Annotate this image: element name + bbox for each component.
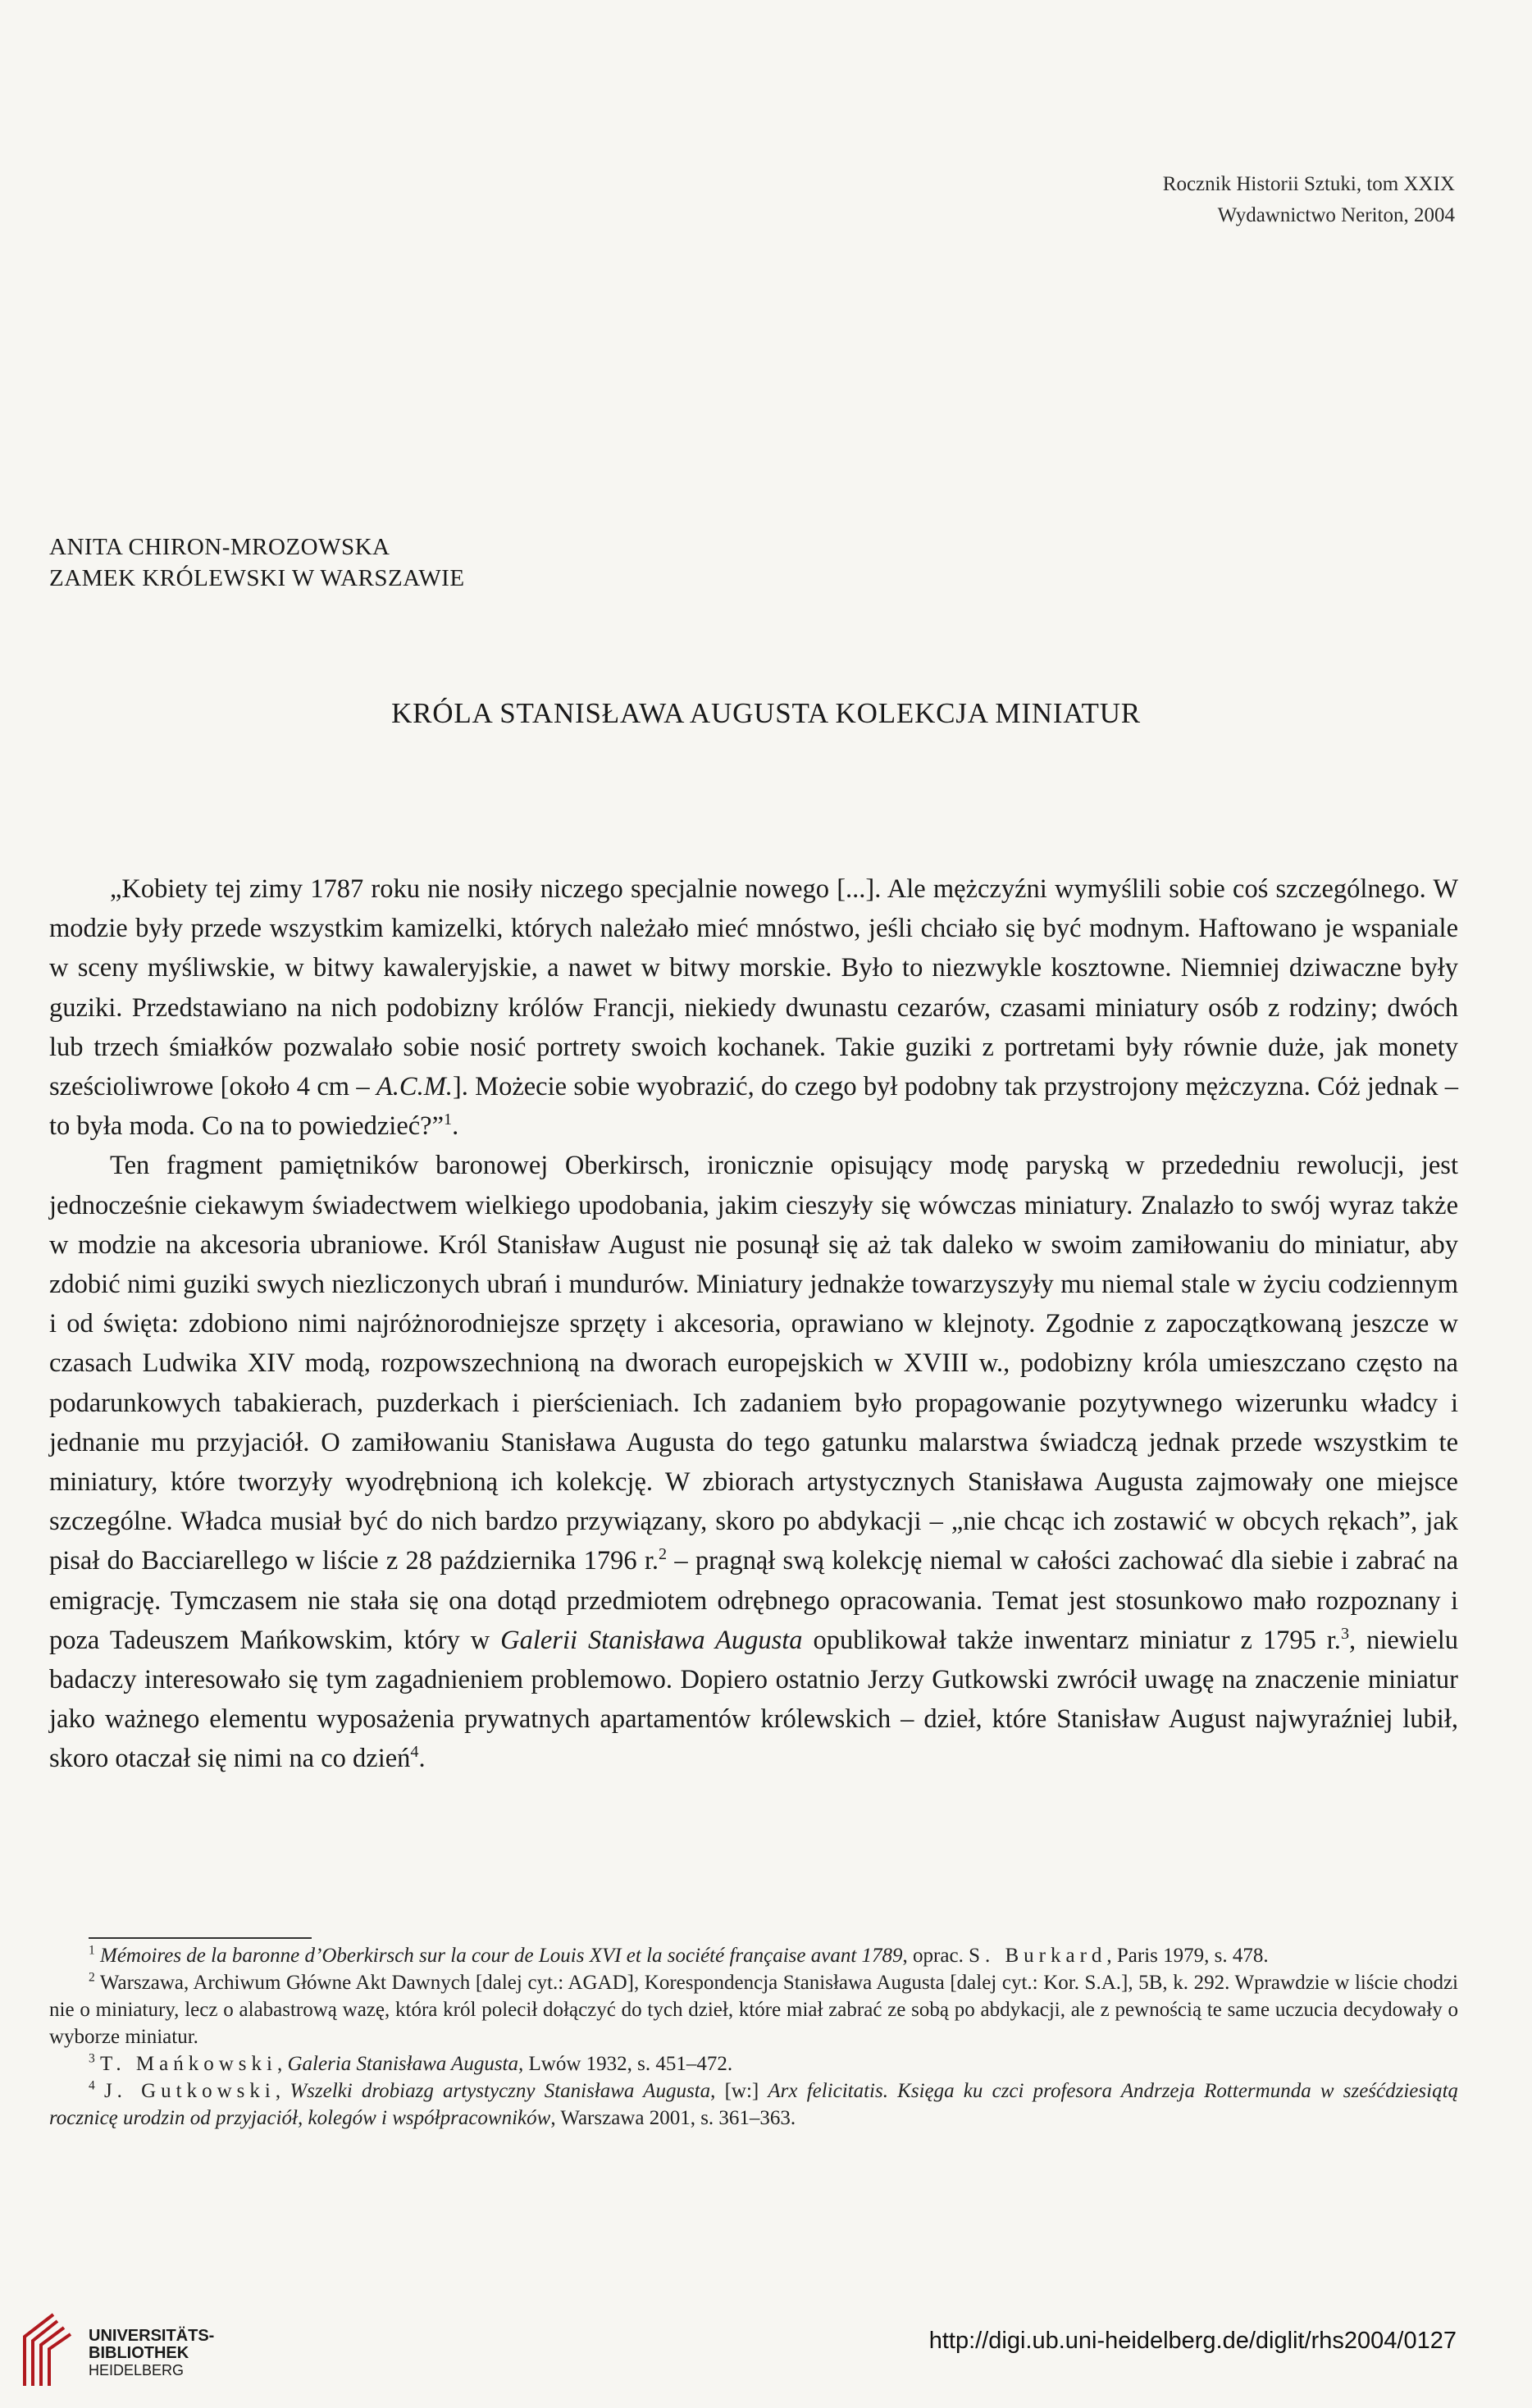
journal-name: Rocznik Historii Sztuki, tom XXIX: [1162, 173, 1455, 195]
footnote-ref[interactable]: 3: [1340, 1625, 1350, 1644]
footnote-number: 2: [89, 1970, 95, 1985]
author-name: ANITA CHIRON-MROZOWSKA: [49, 534, 390, 560]
footnote-italic: Arx felicitatis. Księga ku czci profesora Andrzeja Rottermunda w sześćdziesiątą rocznicę urodzin od przyjaciół, kolegów i współpracowników: [49, 2080, 1459, 2129]
paragraph-italic: A.C.M.: [376, 1072, 453, 1102]
paragraph-2: [49, 1146, 1458, 1778]
journal-header: [1163, 169, 1455, 231]
footnote-text: , [w:]: [710, 2080, 768, 2102]
footnote-text: ,: [276, 2053, 288, 2075]
footnote-text: , oprac.: [902, 1945, 969, 1967]
library-logo-icon: [16, 2308, 82, 2390]
footnote-text: Warszawa, Archiwum Główne Akt Dawnych [dalej cyt.: AGAD], Korespondencja Stanisława Augusta [dalej cyt.: Kor. S.A.], 5B, k. 292. Wprawdzie w liście chodzi nie o miniatury, lecz o alabastrową wazę, która król polecił dołączyć do tych dzieł, które miał zabrać ze sobą po abdykacji, ale z pewnością te same uczucia decydowały o wyborze miniatur.: [49, 1972, 1458, 2048]
library-name: [89, 2328, 214, 2379]
footnote-3: [49, 2050, 1458, 2077]
library-name-line: UNIVERSITÄTS-: [89, 2327, 215, 2345]
footnote-number: 4: [89, 2078, 95, 2093]
author-block: [49, 531, 465, 594]
library-name-line: BIBLIOTHEK: [89, 2344, 189, 2362]
paragraph-text: – pragnął swą kolekcję niemal w całości zachować dla siebie i zabrać na emigrację. Tymczasem nie stała się ona dotąd przedmiotem odrębnego opracowania. Temat jest stosunkowo mało rozpoznany i poza Tadeuszem Mańkowskim, który w: [49, 1546, 1458, 1655]
paragraph-text: .: [452, 1111, 459, 1142]
footnote-1: [49, 1942, 1458, 1969]
article-title: KRÓLA STANISŁAWA AUGUSTA KOLEKCJA MINIATUR: [391, 697, 1141, 729]
footnote-author: J. Gutkowski: [103, 2080, 276, 2102]
source-url-link[interactable]: http://digi.ub.uni-heidelberg.de/diglit/rhs2004/0127: [928, 2328, 1457, 2354]
footnote-ref[interactable]: 1: [444, 1111, 453, 1129]
footnote-author: T. Mańkowski: [100, 2053, 277, 2075]
footnote-text: , Paris 1979, s. 478.: [1106, 1945, 1269, 1967]
paragraph-text: opublikował także inwentarz miniatur z 1795 r.: [802, 1625, 1341, 1655]
library-name-line: HEIDELBERG: [89, 2362, 185, 2378]
footnote-ref[interactable]: 2: [659, 1545, 668, 1564]
footnote-author: S. Burkard: [969, 1945, 1107, 1967]
paragraph-text: .: [418, 1744, 426, 1774]
footnotes: [49, 1942, 1458, 2132]
footnote-text: Lwów 1932, s. 451–472.: [523, 2053, 733, 2075]
footnote-ref[interactable]: 4: [410, 1743, 419, 1762]
footnote-rule: [89, 1937, 312, 1939]
article-body: [49, 869, 1458, 1779]
publisher: Wydawnictwo Neriton, 2004: [1217, 204, 1455, 226]
paragraph-text: „Kobiety tej zimy 1787 roku nie nosiły niczego specjalnie nowego [...]. Ale mężczyźni wymyślili sobie coś szczególnego. W modzie były przede wszystkim kamizelki, których należało mieć mnóstwo, jeśli chciało się być modnym. Haftowano je wspaniale w sceny myśliwskie, w bitwy kawaleryjskie, a nawet w bitwy morskie. Było to niezwykle kosztowne. Niemniej dziwaczne były guziki. Przedstawiano na nich podobizny królów Francji, niekiedy dwunastu cezarów, czasami miniatury osób z rodziny; dwóch lub trzech śmiałków pozwalało sobie nosić portrety swoich kochanek. Takie guziki z portretami były równie duże, jak monety sześcioliwrowe [około 4 cm –: [49, 874, 1458, 1102]
paragraph-text: , niewielu badaczy interesowało się tym zagadnieniem problemowo. Dopiero ostatnio Jerzy Gutkowski zwrócił uwagę na znaczenie miniatur jako ważnego elementu wyposażenia prywatnych apartamentów królewskich – dzieł, które Stanisław August najwyraźniej lubił, skoro otaczał się nimi na co dzień: [49, 1625, 1458, 1774]
paragraph-italic: Galerii Stanisława Augusta: [500, 1625, 803, 1655]
footnote-text: ,: [275, 2080, 290, 2102]
footnote-number: 1: [89, 1943, 95, 1958]
footnote-text: , Warszawa 2001, s. 361–363.: [550, 2107, 796, 2129]
paragraph-text: ]. Możecie sobie wyobrazić, do czego był podobny tak przystrojony mężczyzna. Cóż jednak – to była moda. Co na to powiedzieć?”: [49, 1072, 1459, 1142]
author-affiliation: ZAMEK KRÓLEWSKI W WARSZAWIE: [49, 565, 465, 591]
footnote-italic: Wszelki drobiazg artystyczny Stanisława Augusta: [290, 2080, 711, 2102]
footnote-italic: Galeria Stanisława Augusta,: [287, 2053, 524, 2075]
paragraph-text: Ten fragment pamiętników baronowej Oberkirsch, ironicznie opisujący modę paryską w przededniu rewolucji, jest jednocześnie ciekawym świadectwem wielkiego upodobania, jakim cieszyły się wówczas miniatury. Znalazło to swój wyraz także w modzie na akcesoria ubraniowe. Król Stanisław August nie posunął się aż tak daleko w swoim zamiłowaniu do miniatur, aby zdobić nimi guziki swych niezliczonych ubrań i mundurów. Miniatury jednakże towarzyszyły mu niemal stale w życiu codziennym i od święta: zdobiono nimi najróżnorodniejsze sprzęty i akcesoria, oprawiano w klejnoty. Zgodnie z zapoczątkowaną jeszcze w czasach Ludwika XIV modą, rozpowszechnioną na dworach europejskich w XVIII w., podobizny króla umieszczano często na podarunkowych tabakierach, puzderkach i pierścieniach. Ich zadaniem było propagowanie pozytywnego wizerunku władcy i jednanie mu przyjaciół. O zamiłowaniu Stanisława Augusta do tego gatunku malarstwa świadczą jednak przede wszystkim te miniatury, które tworzyły wyodrębnioną ich kolekcję. W zbiorach artystycznych Stanisława Augusta zajmowały one miejsce szczególne. Władca musiał być do nich bardzo przywiązany, skoro po abdykacji – „nie chcąc ich zostawić w obcych rękach”, jak pisał do Bacciarellego w liście z 28 października 1796 r.: [49, 1151, 1458, 1576]
footnote-number: 3: [89, 2051, 95, 2066]
footnote-italic: Mémoires de la baronne d’Oberkirsch sur la cour de Louis XVI et la société française avant 1789: [100, 1945, 903, 1967]
footnote-2: [49, 1969, 1458, 2050]
paragraph-1: [49, 869, 1458, 1146]
footnote-4: [49, 2077, 1458, 2132]
